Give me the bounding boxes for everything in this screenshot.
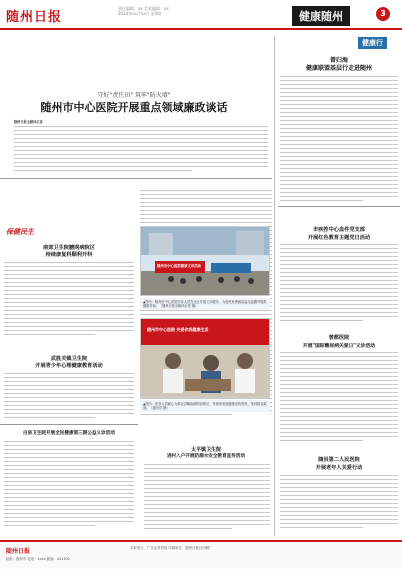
nanjiao-title-2: 持续康复科顺利开科 <box>45 252 93 258</box>
newspaper-logo: 随州日报 <box>6 10 63 25</box>
photo-illustration <box>141 227 270 296</box>
lead-body <box>14 126 268 176</box>
baoying-title: 白泉卫生院开展全民健康第三期公益义诊活动 <box>23 431 115 436</box>
header-meta-line1: 责任编辑：xx 美术编辑：xx <box>118 6 169 11</box>
wusheng-body <box>4 373 134 421</box>
zengdu-title-2: 开展"国际糖尿病关爱日"义诊活动 <box>302 344 376 349</box>
second-title-2: 开展老年人关爱行动 <box>315 465 363 471</box>
page-number: 3 <box>376 7 390 21</box>
sidebar-title-1: 曾归海 <box>329 57 348 64</box>
taiping-body <box>144 464 270 530</box>
edition-name: 健康随州 <box>292 6 350 26</box>
divider-right-1 <box>278 206 400 207</box>
lead-author: 随州日报全媒体记者 <box>14 120 43 124</box>
footer-address: 地址：随州市 电话：xxxx 邮编：441300 <box>6 557 70 561</box>
photo2-caption: ▲图为：医务人员耐心为群众讲解疾病防治知识，并现场发放健康宣传资料，受到群众欢迎。（通讯员 摄） <box>140 400 270 412</box>
blood-title-2: 开展红色教育主题党日活动 <box>307 235 371 241</box>
event-photo-1 <box>140 226 270 296</box>
photo2-banner: 随州市中心医院 关爱你我健康生活 <box>147 327 209 332</box>
second-title-1: 随县第二人民医院 <box>318 457 360 463</box>
wusheng-title-2: 开展青少年心理健康教育活动 <box>35 363 103 369</box>
baoying-body <box>4 441 134 529</box>
footer-paper-name: 随州日报 <box>6 548 31 555</box>
header-meta-line2: 2024年xx月xx日 星期x <box>118 11 162 16</box>
lead-title: 随州市中心医院开展重点领域廉政谈话 <box>40 101 228 114</box>
second-body <box>280 475 398 531</box>
taiping-title-1: 太平镇卫生院 <box>190 447 221 453</box>
footer-bar <box>0 540 402 569</box>
photo1-caption: ▲图为：随州市中心医院医务人员在社区开展义诊服务，为居民免费测量血压血糖并提供健康咨询。（随州日报全媒体记者 摄） <box>140 298 270 310</box>
nanjiao-title-1: 南郊卫生院糖网病院区 <box>43 245 95 251</box>
lead-kicker: 守好"责任田" 筑牢"防火墙" <box>97 92 171 99</box>
section-tag: 保健民生 <box>6 228 34 236</box>
zengdu-body <box>280 352 398 444</box>
blood-title-1: 市疾控中心血件党支部 <box>313 227 365 233</box>
sidebar-tag: 健康行 <box>358 37 387 49</box>
taiping-title-2: 进村入户开展防溺水安全教育宣传活动 <box>166 454 246 459</box>
footer-notice: 本报发行、广告业务咨询 印刷单位：随州日报社印刷厂 <box>130 546 213 550</box>
header-meta <box>118 6 268 16</box>
sidebar-title-2: 健康联盟基层行走进随州 <box>305 65 372 72</box>
wusheng-title-1: 武胜关镇卫生院 <box>50 356 88 362</box>
photo1-banner: 随州市中心医院健康义诊活动 <box>157 264 202 268</box>
event-photo-2 <box>140 318 270 398</box>
divider-baoying <box>0 424 138 425</box>
nanjiao-body <box>4 262 134 338</box>
column-divider <box>274 36 275 536</box>
section-rule <box>0 178 272 179</box>
blood-body <box>280 244 398 324</box>
zengdu-title-1: 曾都医院 <box>328 335 350 341</box>
sidebar-body <box>280 76 398 204</box>
